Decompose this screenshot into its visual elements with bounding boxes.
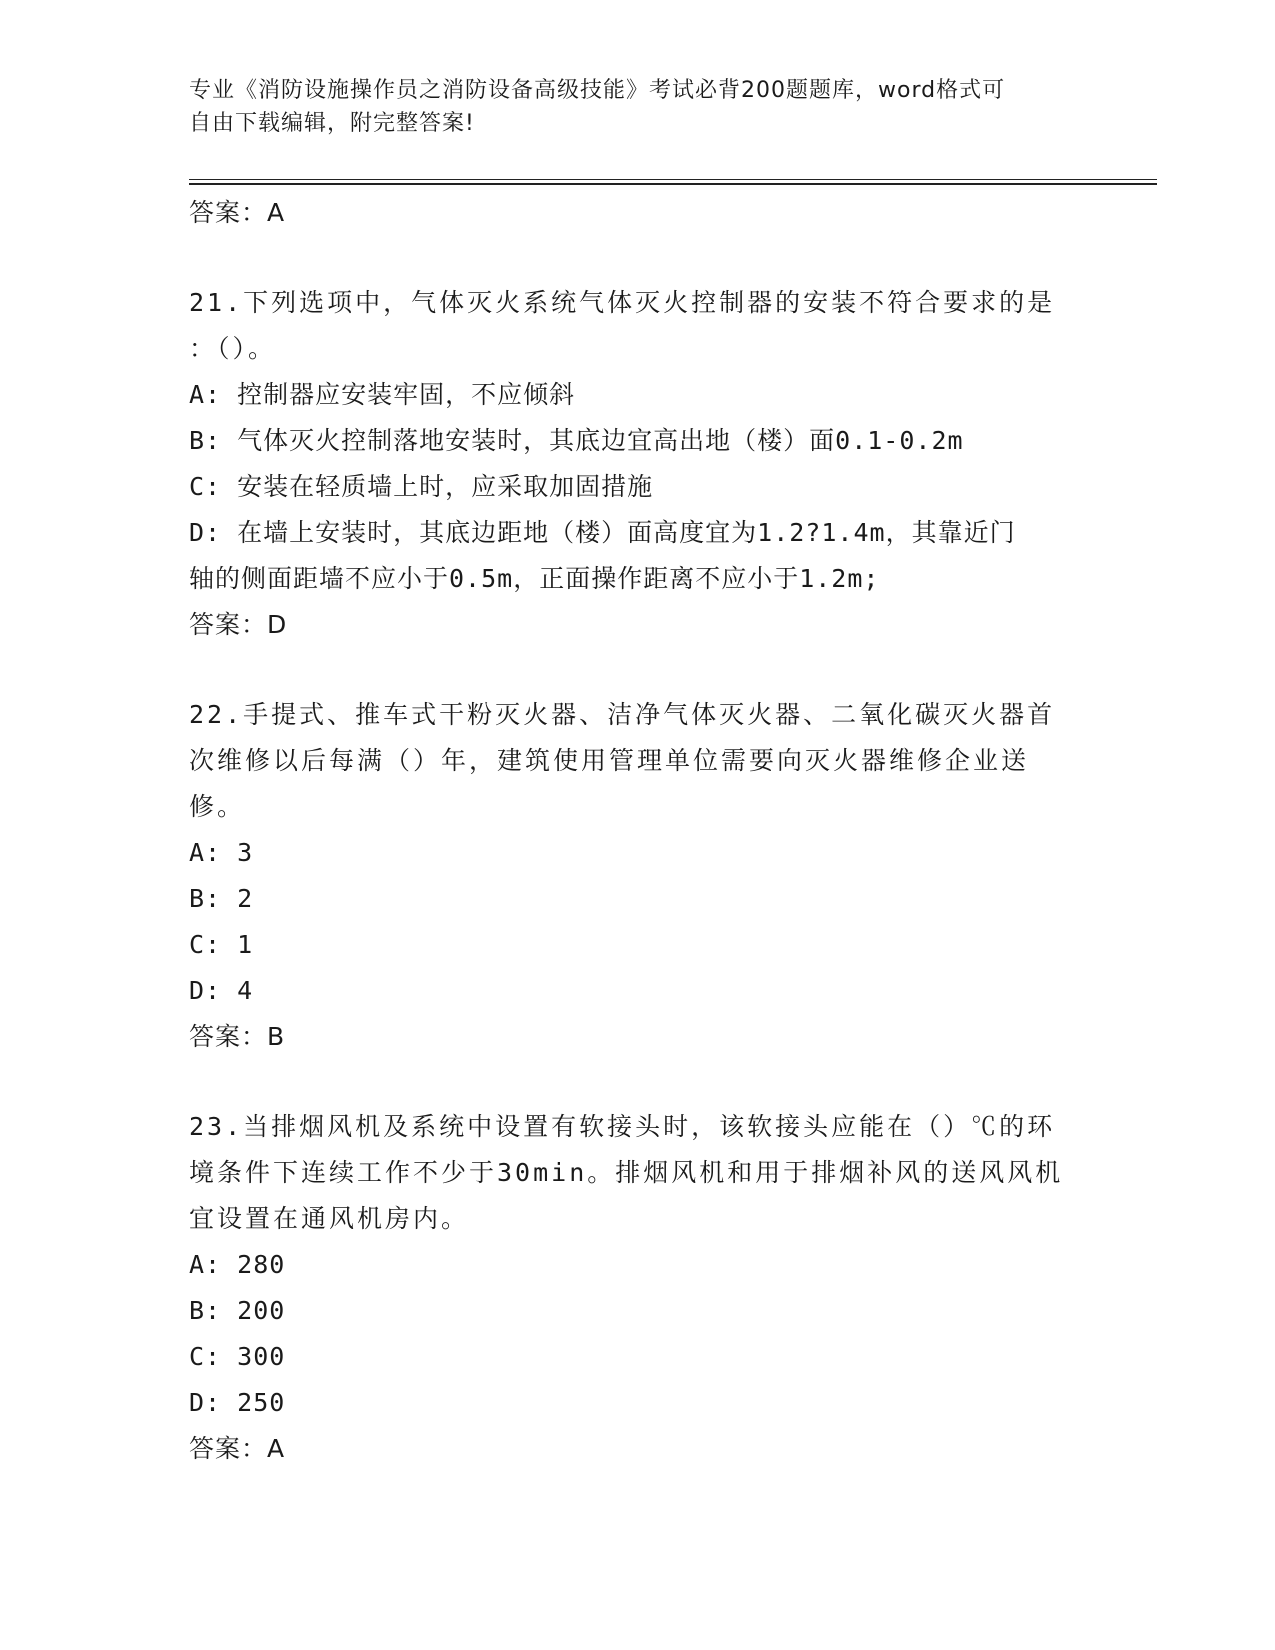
header-divider-thick: [189, 183, 1157, 185]
document-body: [189, 190, 1089, 1472]
question-21: [189, 280, 1089, 648]
option-c: C: 安装在轻质墙上时，应采取加固措施: [189, 472, 654, 501]
answer-line: 答案：A: [189, 1434, 286, 1463]
question-text-line: ：（）。: [189, 334, 277, 363]
header-divider-thin: [189, 179, 1157, 180]
document-header: [189, 74, 1089, 140]
option-d-continuation: 轴的侧面距墙不应小于0.5m，正面操作距离不应小于1.2m;: [189, 564, 880, 593]
option-b: B: 200: [189, 1296, 286, 1325]
answer-line: 答案：B: [189, 1022, 286, 1051]
option-a: A: 3: [189, 838, 254, 867]
question-text-line: 23.当排烟风机及系统中设置有软接头时，该软接头应能在（）℃的环: [189, 1112, 1056, 1141]
answer-line: 答案：A: [189, 198, 286, 227]
header-line-2: 自由下载编辑，附完整答案!: [189, 111, 475, 136]
option-b: B: 气体灭火控制落地安装时，其底边宜高出地（楼）面0.1-0.2m: [189, 426, 964, 455]
option-d: D: 4: [189, 976, 254, 1005]
option-b: B: 2: [189, 884, 254, 913]
question-text-line: 次维修以后每满（）年，建筑使用管理单位需要向灭火器维修企业送: [189, 746, 1030, 775]
option-d: D: 在墙上安装时，其底边距地（楼）面高度宜为1.2?1.4m，其靠近门: [189, 518, 1016, 547]
option-d: D: 250: [189, 1388, 286, 1417]
question-text-line: 宜设置在通风机房内。: [189, 1204, 470, 1233]
option-c: C: 1: [189, 930, 254, 959]
option-c: C: 300: [189, 1342, 286, 1371]
question-23: [189, 1104, 1089, 1472]
question-text-line: 境条件下连续工作不少于30min。排烟风机和用于排烟补风的送风风机: [189, 1158, 1064, 1187]
question-text-line: 21.下列选项中，气体灭火系统气体灭火控制器的安装不符合要求的是: [189, 288, 1056, 317]
option-a: A: 控制器应安装牢固，不应倾斜: [189, 380, 576, 409]
option-a: A: 280: [189, 1250, 286, 1279]
question-text-line: 22.手提式、推车式干粉灭火器、洁净气体灭火器、二氧化碳灭火器首: [189, 700, 1056, 729]
answer-line: 答案：D: [189, 610, 288, 639]
question-22: [189, 692, 1089, 1060]
header-line-1: 专业《消防设施操作员之消防设备高级技能》考试必背200题题库，word格式可: [189, 78, 1006, 103]
question-text-line: 修。: [189, 792, 246, 821]
